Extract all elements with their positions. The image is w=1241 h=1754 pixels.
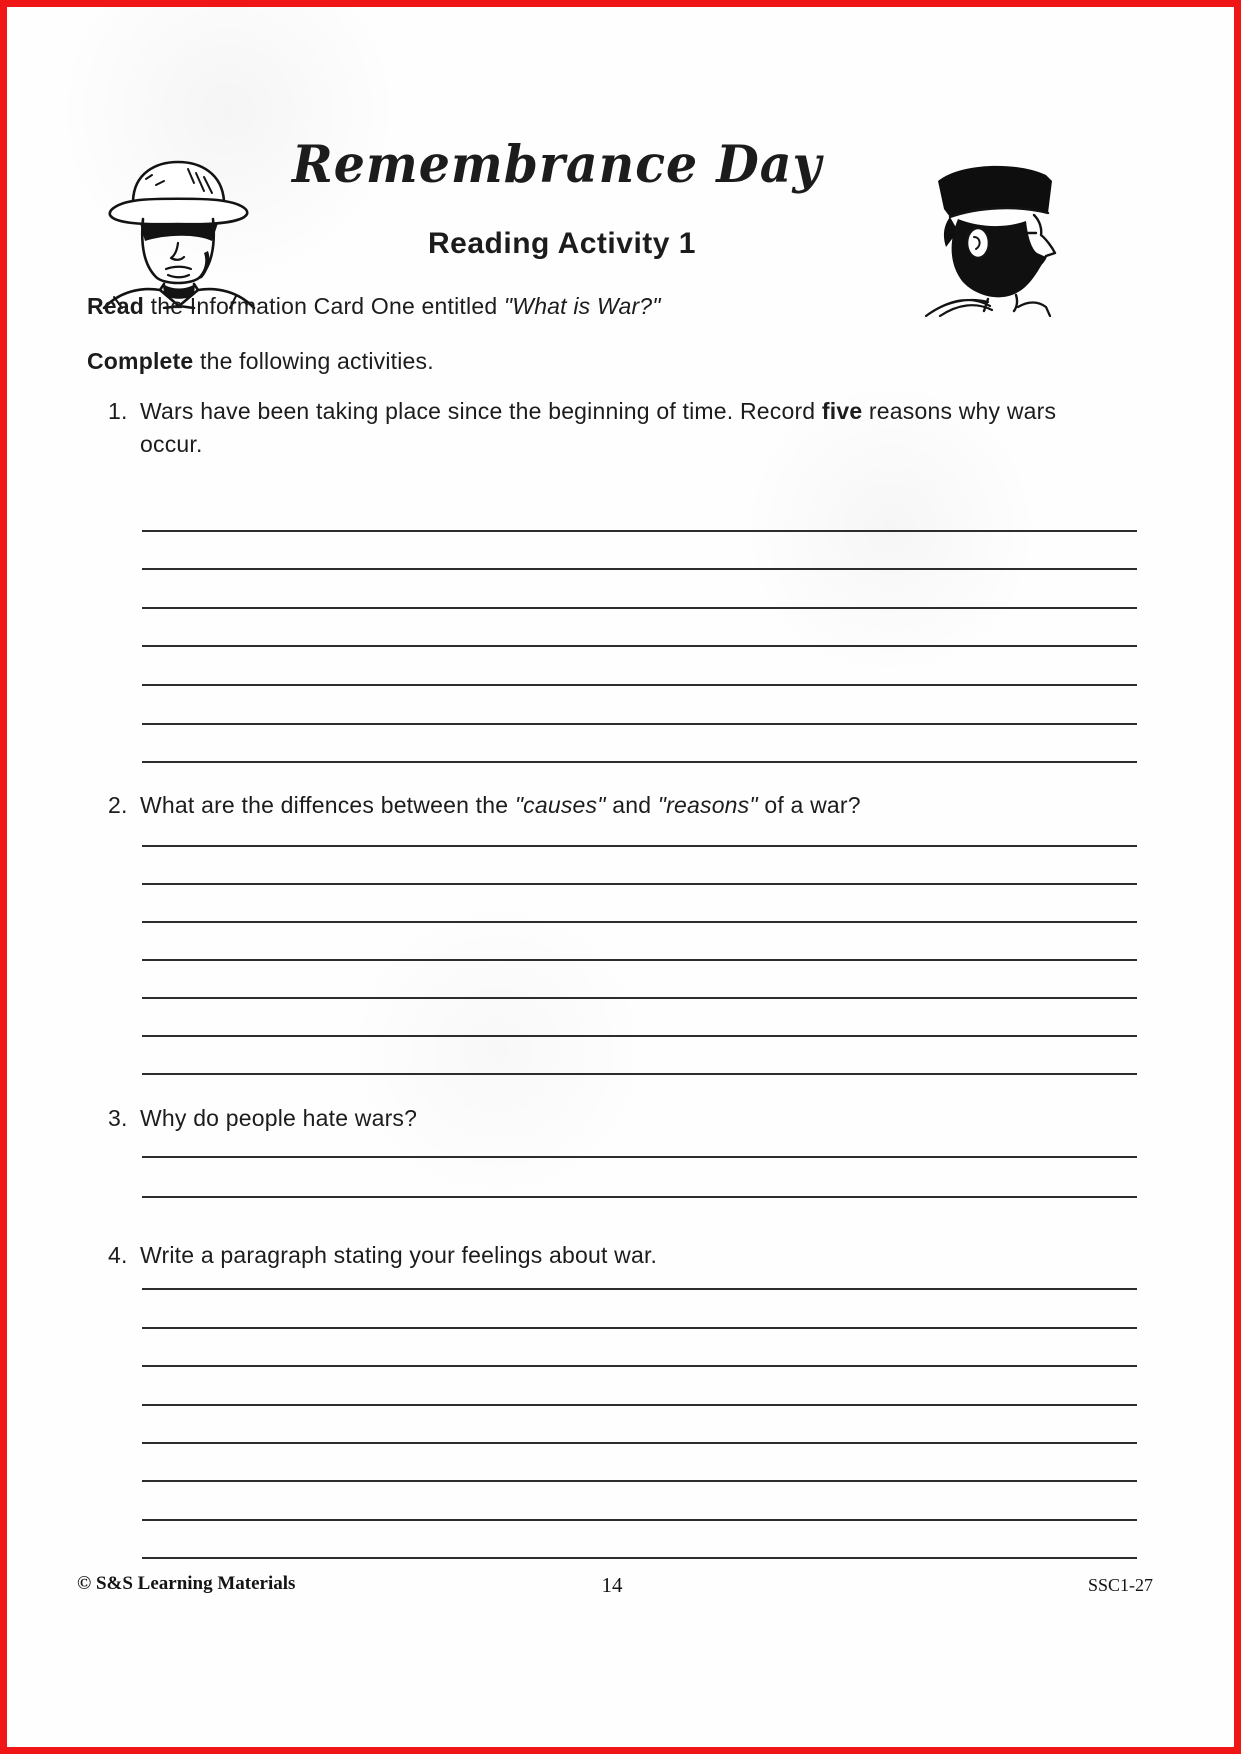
question-number: 1. — [108, 398, 128, 424]
answer-line — [142, 1406, 1137, 1444]
answer-line — [142, 725, 1137, 764]
question-4 — [108, 1239, 1137, 1272]
italic-term: "reasons" — [657, 792, 758, 818]
sailor-portrait-illustration — [900, 155, 1068, 317]
read-keyword: Read — [87, 293, 145, 319]
answer-line — [142, 1521, 1137, 1559]
question-number: 4. — [108, 1242, 128, 1268]
answer-line — [142, 609, 1137, 648]
question-text-segment: Why do people hate wars? — [140, 1105, 418, 1131]
answer-line — [142, 961, 1137, 999]
question-text-segment: Write a paragraph stating your feelings about war. — [140, 1242, 658, 1268]
answer-line — [142, 1444, 1137, 1482]
answer-line — [142, 923, 1137, 961]
answer-lines — [142, 1118, 1137, 1198]
answer-line — [142, 1482, 1137, 1520]
answer-line — [142, 647, 1137, 686]
answer-line — [142, 1290, 1137, 1328]
question-number: 2. — [108, 792, 128, 818]
italic-term: "causes" — [514, 792, 606, 818]
question-text-segment: and — [605, 792, 658, 818]
answer-line — [142, 885, 1137, 923]
answer-line — [142, 1329, 1137, 1367]
sailor-cap-icon — [900, 155, 1068, 317]
question-3 — [108, 1102, 1137, 1135]
document-code: SSC1-27 — [1087, 1575, 1153, 1595]
question-number: 3. — [108, 1105, 128, 1131]
question-1 — [108, 395, 1137, 461]
question-text-segment: of a war? — [757, 792, 861, 818]
read-instruction — [87, 293, 661, 320]
read-text: the Information Card One entitled — [144, 293, 504, 319]
card-title-reference: "What is War?" — [503, 293, 661, 319]
question-text-segment: What are the diffences between the — [140, 792, 515, 818]
page-subtitle: Reading Activity 1 — [428, 227, 696, 260]
answer-line — [142, 1037, 1137, 1075]
question-text — [140, 395, 1137, 461]
copyright-text: © S&S Learning Materials — [77, 1573, 296, 1594]
answer-line — [142, 686, 1137, 725]
answer-line — [142, 1158, 1137, 1198]
question-text-segment: Wars have been taking place since the beginning of time. Record — [140, 398, 822, 424]
page-number: 14 — [601, 1573, 623, 1597]
answer-line — [142, 809, 1137, 847]
answer-line — [142, 1118, 1137, 1158]
complete-instruction — [87, 348, 434, 375]
page-footer — [7, 1573, 1241, 1603]
question-2 — [108, 789, 1137, 822]
complete-text: the following activities. — [193, 348, 434, 374]
answer-line — [142, 493, 1137, 532]
answer-lines — [142, 1252, 1137, 1559]
answer-lines — [142, 493, 1137, 763]
answer-line — [142, 570, 1137, 609]
question-text-segment: reasons why wars occur. — [140, 398, 1057, 457]
complete-keyword: Complete — [87, 348, 194, 374]
question-heading — [108, 395, 1137, 461]
answer-line — [142, 847, 1137, 885]
answer-line — [142, 1252, 1137, 1290]
answer-lines — [142, 809, 1137, 1075]
answer-line — [142, 1367, 1137, 1405]
answer-line — [142, 999, 1137, 1037]
answer-line — [142, 532, 1137, 571]
page-title: Remembrance Day — [291, 133, 822, 195]
emphasized-word: five — [821, 398, 863, 424]
